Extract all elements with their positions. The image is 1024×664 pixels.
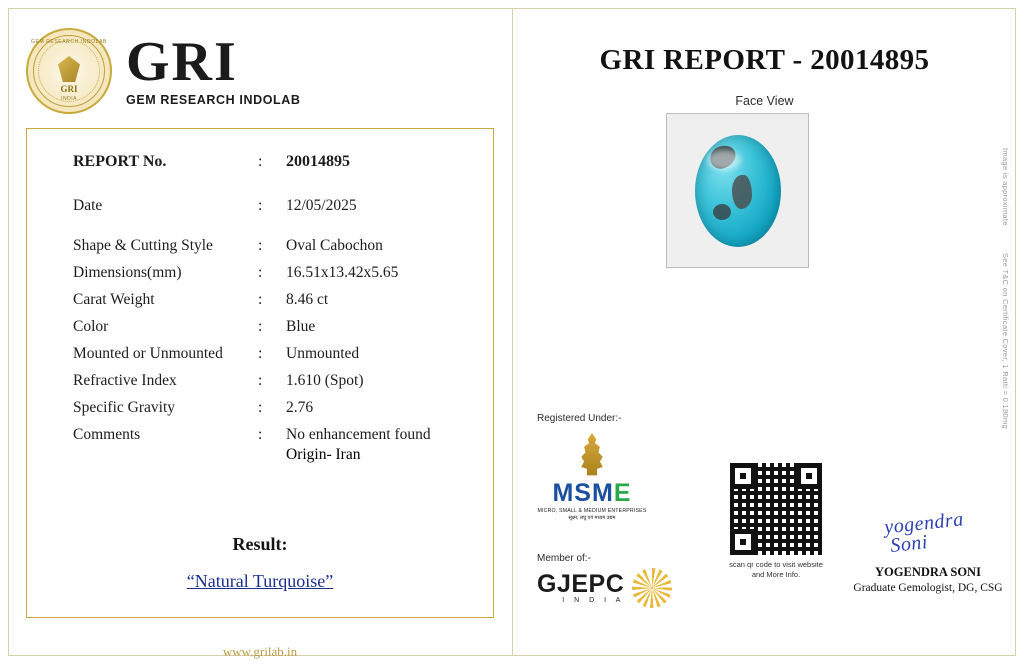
msme-subtitle-en: MICRO, SMALL & MEDIUM ENTERPRISES: [537, 508, 647, 514]
qr-caption-line-1: scan qr code to visit website: [729, 560, 823, 569]
seal-top-text: GEM RESEARCH INDOLAB: [31, 39, 107, 45]
row-key: Date: [73, 197, 103, 214]
row-key: Dimensions(mm): [73, 264, 182, 281]
table-row: [73, 372, 477, 390]
seal-bottom-text: INDIA: [61, 96, 77, 102]
msme-word-b: E: [613, 479, 632, 507]
row-key: Carat Weight: [73, 291, 155, 308]
msme-word-a: MSM: [552, 479, 614, 507]
member-of-label: Member of:-: [537, 553, 591, 564]
msme-subtitle-hi: सूक्ष्म, लघु एवं मध्यम उद्यम: [568, 515, 616, 521]
row-separator: :: [258, 264, 263, 281]
turquoise-gem-image: [695, 135, 781, 247]
row-key: REPORT No.: [73, 153, 167, 170]
table-row: [73, 291, 477, 309]
row-value: Blue: [286, 318, 316, 335]
gjepc-logo: [537, 568, 672, 608]
msme-wordmark: [537, 481, 647, 506]
matrix-marking: [713, 204, 731, 220]
qr-caption-line-2: and More Info.: [751, 570, 801, 580]
table-row: [73, 318, 477, 336]
row-key: Specific Gravity: [73, 399, 176, 416]
row-separator: :: [258, 345, 263, 362]
brand-text: [126, 31, 301, 107]
row-separator: :: [258, 318, 263, 335]
msme-logo: [537, 433, 647, 521]
table-row: [73, 426, 477, 444]
face-view-label: Face View: [735, 94, 794, 108]
table-row: [73, 399, 477, 417]
brand-subtitle: GEM RESEARCH INDOLAB: [126, 92, 301, 107]
table-row: [73, 153, 477, 171]
gjepc-subtitle: I N D I A: [562, 597, 625, 604]
row-separator: :: [258, 426, 263, 443]
row-separator: :: [258, 399, 263, 416]
qr-finder-top-right: [796, 463, 822, 489]
side-note-terms: See T&C on Certificate Cover, 1 Ratti = 0.180mg: [1001, 253, 1010, 429]
gem-highlight: [707, 150, 741, 170]
result-value: “Natural Turquoise”: [186, 571, 334, 591]
row-key: Color: [73, 318, 109, 335]
signature-block: [853, 508, 1003, 594]
row-value: Oval Cabochon: [286, 237, 383, 254]
table-row: [73, 345, 477, 363]
india-emblem-icon: [574, 433, 610, 479]
row-value: 16.51x13.42x5.65: [286, 264, 399, 281]
row-value: 12/05/2025: [286, 197, 357, 214]
gemstone-photo: [666, 113, 809, 268]
table-row: [73, 197, 477, 215]
report-details-card: [26, 128, 494, 618]
row-value: 2.76: [286, 399, 314, 416]
result-label: Result:: [232, 534, 288, 554]
website-link[interactable]: www.grilab.in: [222, 644, 298, 659]
row-value: 8.46 ct: [286, 291, 329, 308]
matrix-marking: [732, 175, 752, 209]
brand-name: GRI: [126, 31, 238, 94]
signer-name: YOGENDRA SONI: [875, 565, 981, 579]
signer-title: Graduate Gemologist, DG, CSG: [853, 582, 1003, 594]
row-key: Refractive Index: [73, 372, 177, 389]
row-key: Shape & Cutting Style: [73, 237, 213, 254]
row-value: 1.610 (Spot): [286, 372, 364, 389]
page-title: GRI REPORT - 20014895: [599, 44, 930, 76]
right-panel: [513, 8, 1016, 656]
table-row: [73, 264, 477, 282]
qr-finder-bottom-left: [730, 529, 756, 555]
signature-line-1: yogendra: [883, 508, 965, 539]
side-note-image: Image is approximate: [1001, 148, 1010, 226]
registered-under-label: Registered Under:-: [537, 413, 622, 424]
signature-image: [851, 505, 1004, 560]
brand-logo: [26, 28, 301, 114]
signature-line-2: Soni: [889, 531, 929, 557]
row-separator: :: [258, 197, 263, 214]
gjepc-wordmark: GJEPC: [537, 570, 625, 598]
row-separator: :: [258, 237, 263, 254]
row-key: Comments: [73, 426, 141, 443]
seal-mid-text: GRI: [60, 84, 78, 94]
gjepc-sun-icon: [632, 568, 672, 608]
row-value: Unmounted: [286, 345, 360, 362]
left-panel: [8, 8, 512, 659]
row-separator: :: [258, 372, 263, 389]
qr-code-icon[interactable]: [730, 463, 822, 555]
qr-finder-top-left: [730, 463, 756, 489]
table-row: [73, 237, 477, 255]
row-key: Mounted or Unmounted: [73, 345, 223, 362]
spacer: [73, 171, 477, 197]
row-separator: :: [258, 153, 263, 170]
report-rows: [73, 153, 477, 464]
row-value: No enhancement found: [286, 426, 431, 443]
comments-second-line: Origin- Iran: [286, 446, 361, 463]
gri-seal-icon: [26, 28, 112, 114]
spacer: [73, 215, 477, 237]
row-value: 20014895: [286, 153, 350, 170]
row-separator: :: [258, 291, 263, 308]
